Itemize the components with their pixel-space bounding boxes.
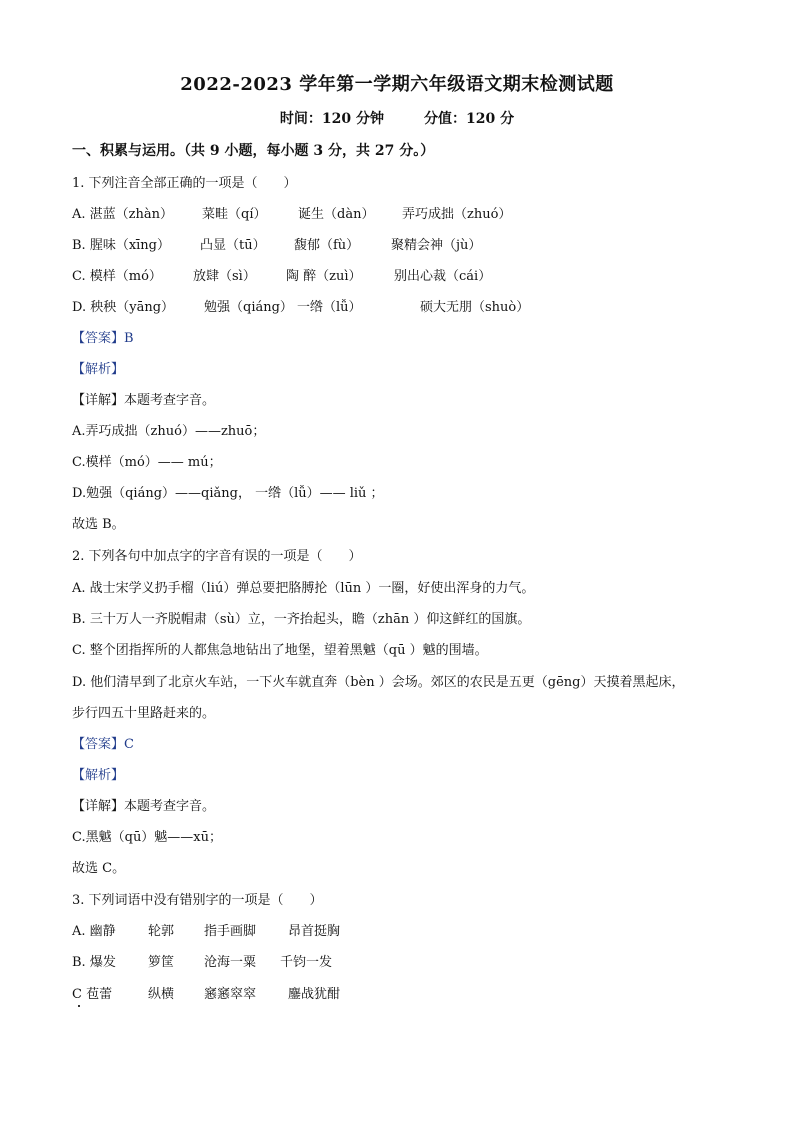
detail-text: D.勉强（qiáng）——qiǎng， 一绺（lǚ）—— liǔ ； (72, 486, 384, 501)
question-2-option-a: A. 战士宋学义扔手榴（liú）弹总要把胳膊抡（lūn ）一圈，好使出浑身的力气。 (72, 581, 535, 596)
option-cell: 一绺（lǚ） (297, 300, 362, 315)
option-cell: 菜畦（qí） (202, 207, 267, 222)
question-3-option-c (72, 983, 722, 1001)
option-cell: 千钧一发 (280, 955, 333, 970)
option-cell: 聚精会神（jù） (391, 238, 482, 253)
detail-text: 【详解】本题考查字音。 (72, 799, 216, 814)
question-1-option-d (72, 296, 722, 314)
option-cell: 诞生（dàn） (298, 207, 375, 222)
option-cell: 凸显（tū） (200, 238, 266, 253)
detail-text: A.弄巧成拙（zhuó）——zhuō； (72, 424, 266, 439)
option-cell: B. 腥味（xīng） (72, 238, 171, 253)
detail-text: C.黑魆（qū）魆——xū； (72, 830, 223, 845)
conclusion-text: 故选 B。 (72, 517, 125, 532)
option-cell: 轮郭 (148, 924, 175, 939)
analysis-label: 【解析】 (72, 362, 125, 377)
option-cell: A. 幽静 (72, 924, 116, 939)
option-cell: 硕大无朋（shuò） (420, 300, 530, 315)
exam-time: 时间：120 分钟 (279, 111, 384, 127)
question-3-option-b (72, 951, 722, 969)
option-cell: 陶 醉（zuì） (286, 269, 362, 284)
exam-meta (0, 108, 794, 128)
option-cell: C. 模样（mó） (72, 269, 162, 284)
exam-score: 分值：120 分 (424, 111, 515, 127)
option-cell: 别出心裁（cái） (394, 269, 492, 284)
question-2-option-b: B. 三十万人一齐脱帽肃（sù）立，一齐抬起头，瞻（zhān ）仰这鲜红的国旗。 (72, 612, 531, 627)
stray-dot (78, 1005, 80, 1007)
option-cell: A. 湛蓝（zhàn） (72, 207, 173, 222)
detail-text: 【详解】本题考查字音。 (72, 393, 216, 408)
conclusion-text: 故选 C。 (72, 861, 126, 876)
option-cell: 鏖战犹酣 (288, 987, 341, 1002)
option-cell: 昂首挺胸 (288, 924, 341, 939)
page-title: 2022-2023 学年第一学期六年级语文期末检测试题 (180, 74, 614, 95)
question-2-stem: 2. 下列各句中加点字的字音有误的一项是（ ） (72, 549, 362, 564)
question-2-option-d-cont: 步行四五十里路赶来的。 (72, 706, 216, 721)
question-3-stem: 3. 下列词语中没有错别字的一项是（ ） (72, 893, 323, 908)
option-cell: B. 爆发 (72, 955, 116, 970)
detail-text: C.模样（mó）—— mú； (72, 455, 222, 470)
analysis-label: 【解析】 (72, 768, 125, 783)
option-cell: 放肆（sì） (193, 269, 256, 284)
option-cell: 馥郁（fù） (294, 238, 360, 253)
answer-label: 【答案】B (72, 331, 134, 346)
question-3-option-a (72, 920, 722, 938)
option-cell: C 苞蕾 (72, 987, 113, 1002)
question-2-option-d: D. 他们清早到了北京火车站，一下火车就直奔（bèn ）会场。郊区的农民是五更（gēng）天摸着黑起床， (72, 675, 685, 690)
option-cell: 沧海一粟 (204, 955, 257, 970)
section-heading: 一、积累与运用。（共 9 小题，每小题 3 分，共 27 分。） (72, 143, 435, 159)
question-1-option-a (72, 203, 722, 221)
option-cell: 纵横 (148, 987, 175, 1002)
option-cell: 箩筐 (148, 955, 175, 970)
option-cell: D. 秧秧（yāng） (72, 300, 175, 315)
question-1-option-c (72, 265, 722, 283)
option-cell: 勉强（qiáng） (204, 300, 293, 315)
option-cell: 窸窸窣窣 (204, 987, 257, 1002)
option-cell: 指手画脚 (204, 924, 257, 939)
answer-label: 【答案】C (72, 737, 134, 752)
question-1-option-b (72, 234, 722, 252)
option-cell: 弄巧成拙（zhuó） (402, 207, 512, 222)
question-1-stem: 1. 下列注音全部正确的一项是（ ） (72, 176, 297, 191)
question-2-option-c: C. 整个团指挥所的人都焦急地钻出了地堡，望着黑魆（qū ）魆的围墙。 (72, 643, 488, 658)
